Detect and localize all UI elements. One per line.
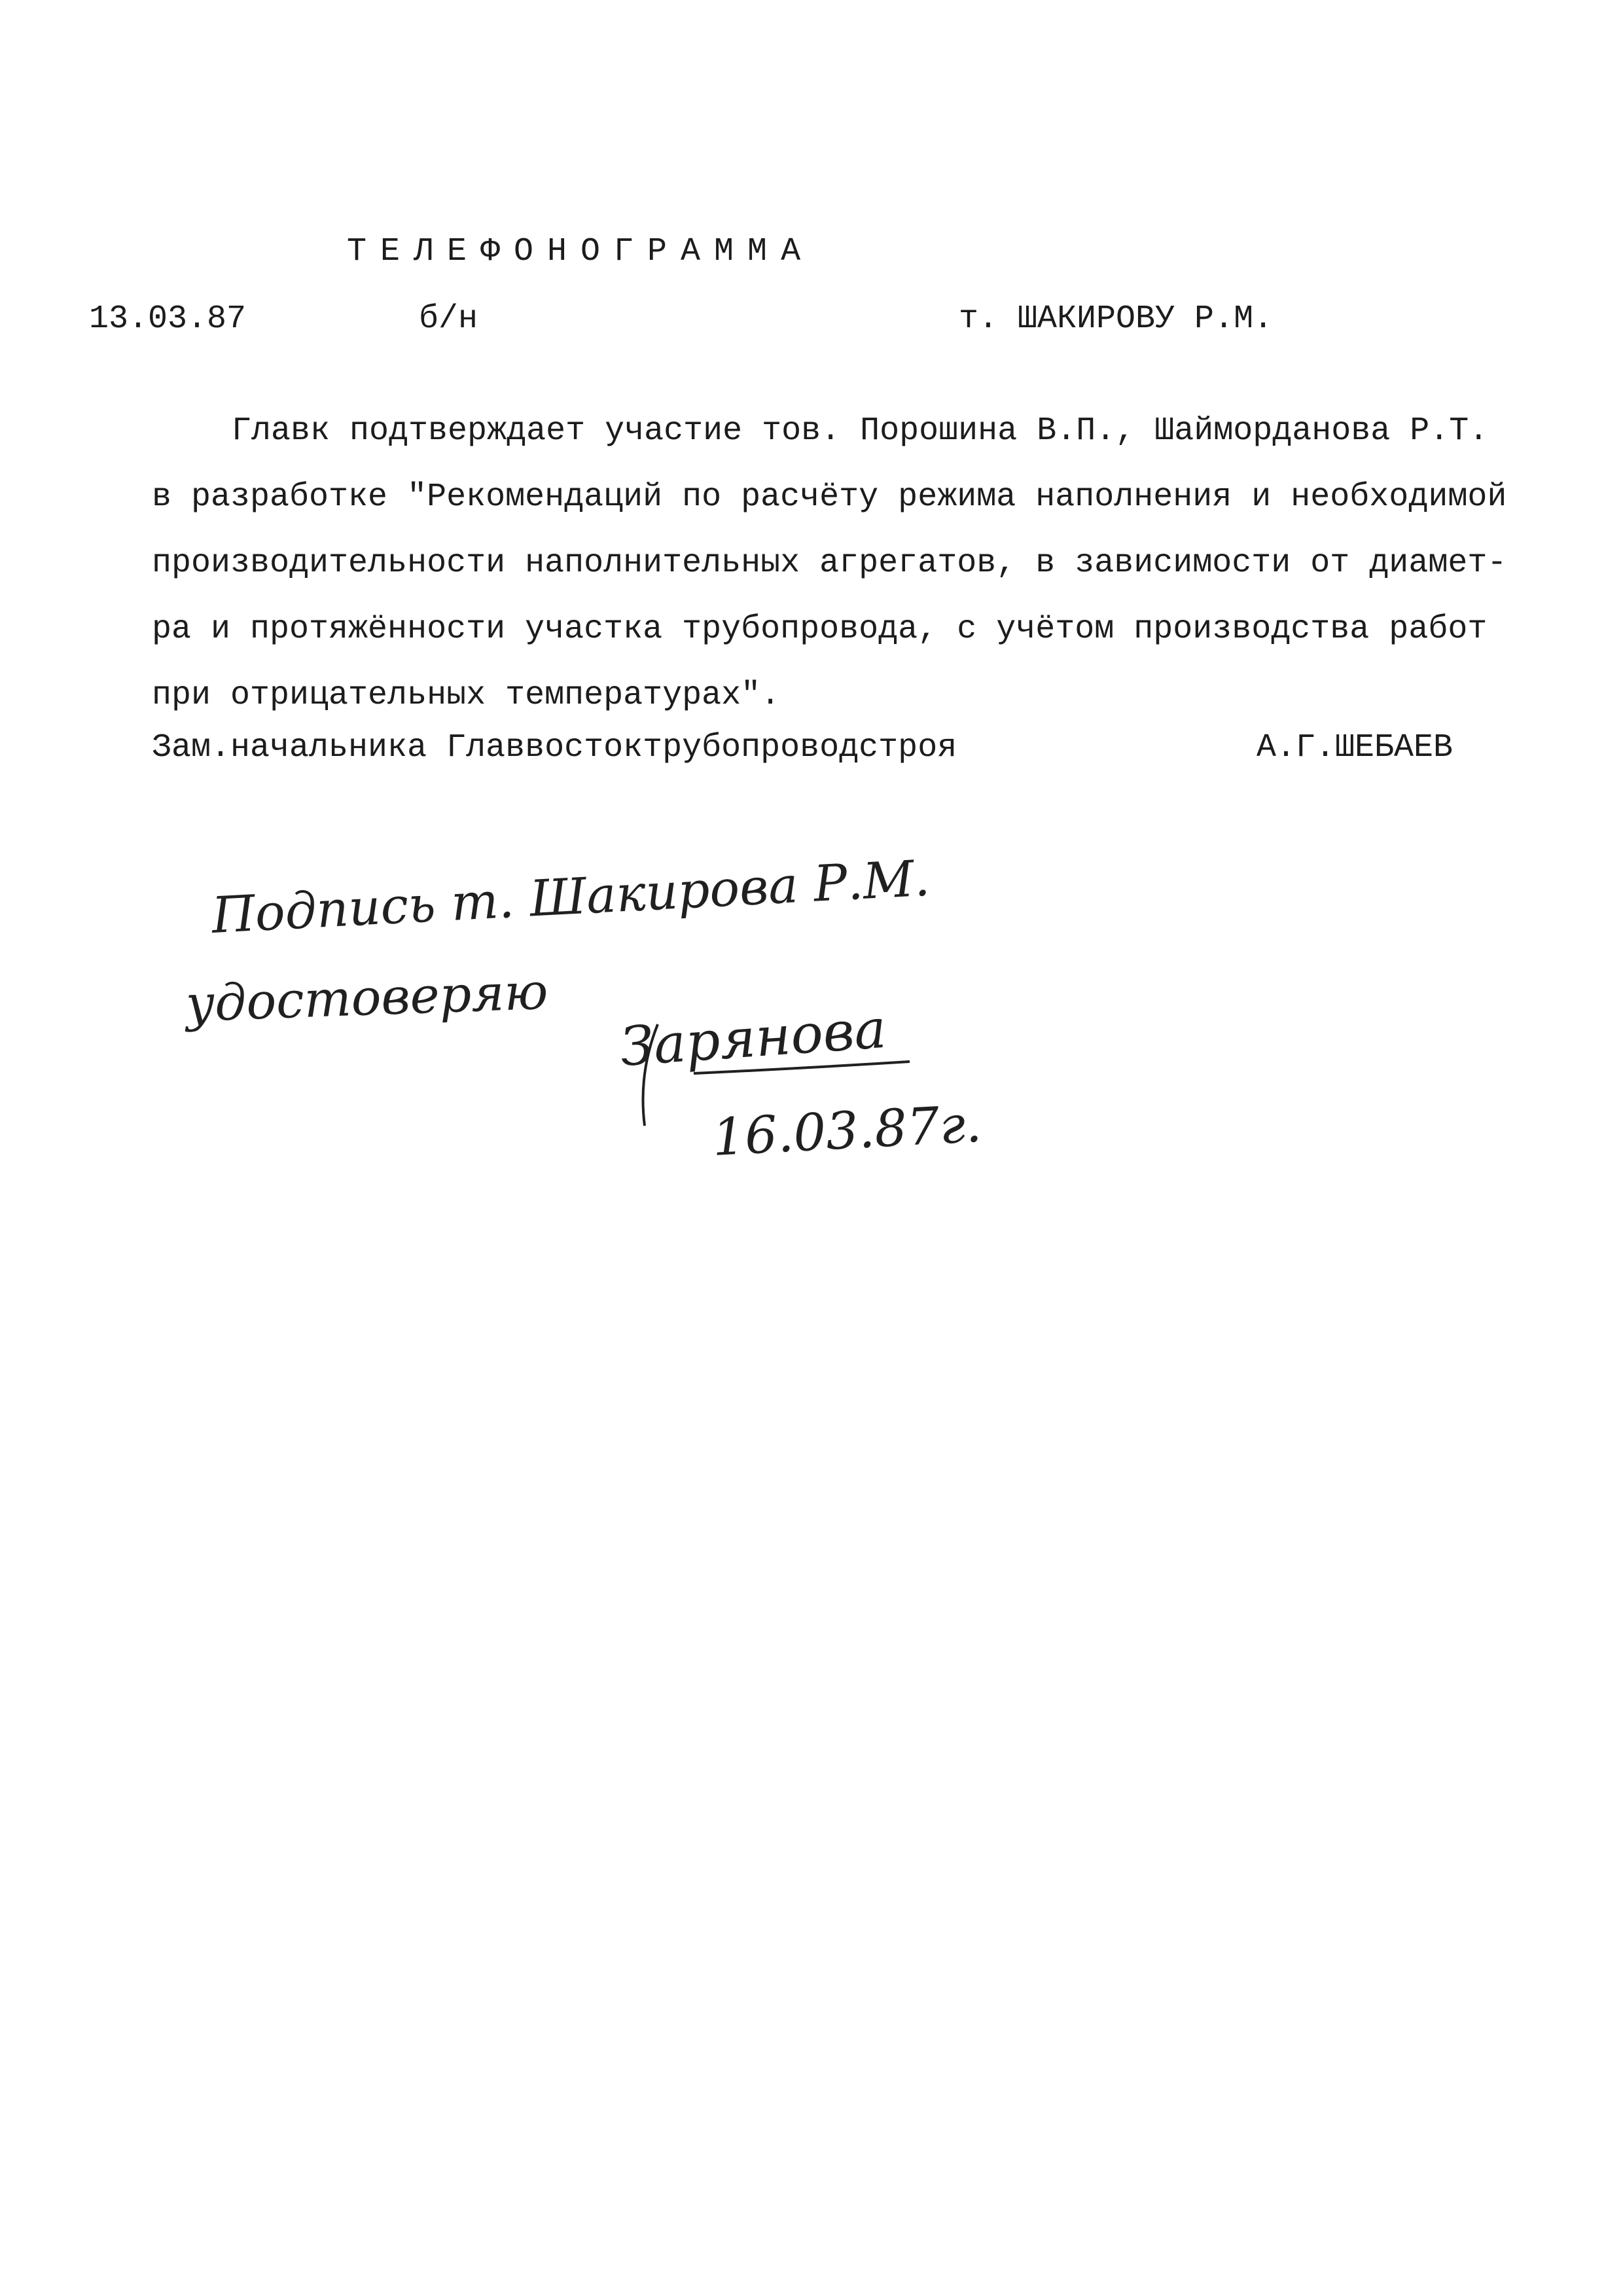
document-date: 13.03.87: [89, 300, 247, 338]
signature-flourish: [643, 1024, 658, 1126]
signature-underline: [694, 1062, 910, 1073]
handwritten-date: 16.03.87г.: [711, 1094, 983, 1168]
addressee: т. ШАКИРОВУ Р.М.: [959, 300, 1274, 338]
handwritten-signature: Зарянова: [618, 997, 889, 1079]
handwritten-note-line2: удостоверяю: [185, 961, 549, 1033]
handwritten-note-line1: Подпись т. Шакирова Р.М.: [210, 848, 931, 944]
message-body: [152, 398, 1533, 728]
document-number: б/н: [419, 300, 478, 338]
signer-name: А.Г.ШЕБАЕВ: [1257, 729, 1454, 766]
signer-position: Зам.начальника Главвостоктрубопроводстроя: [152, 729, 957, 766]
document-title: ТЕЛЕФОНОГРАММА: [347, 233, 815, 270]
body-line: при отрицательных температурах".: [152, 677, 781, 714]
body-line: в разработке "Рекомендаций по расчёту режима наполнения и необходимой: [152, 478, 1507, 516]
body-line: производительности наполнительных агрегатов, в зависимости от диамет-: [152, 545, 1507, 582]
body-line: Главк подтверждает участие тов. Порошина В.П., Шайморданова Р.Т.: [232, 412, 1489, 450]
body-line: ра и протяжённости участка трубопровода, с учётом производства работ: [152, 611, 1488, 648]
